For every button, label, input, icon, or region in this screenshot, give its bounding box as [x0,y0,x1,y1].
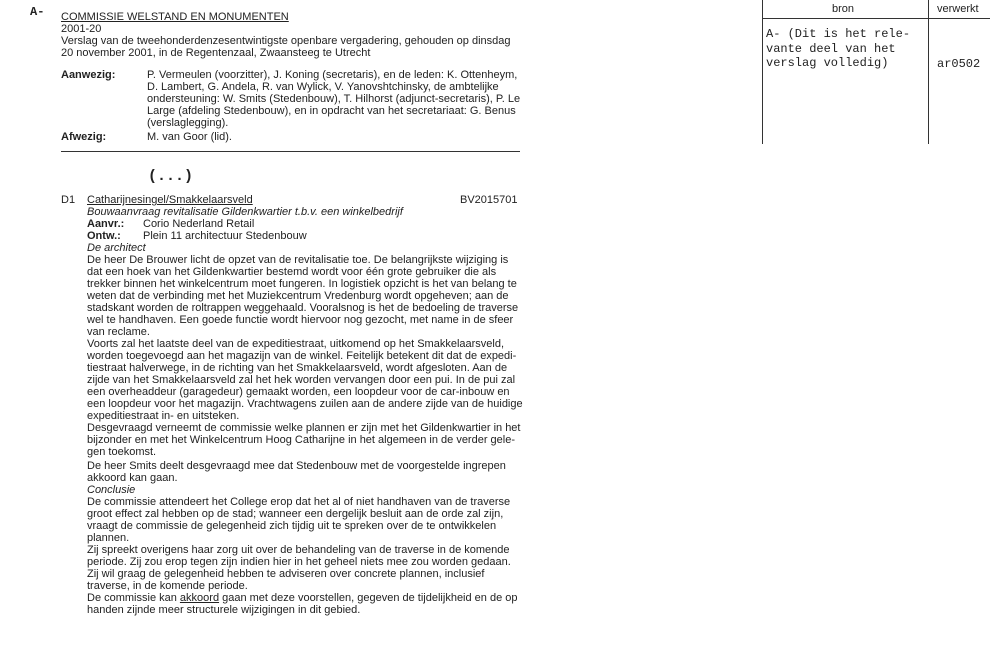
architect-paragraph [87,254,523,458]
side-table-column-divider [928,0,929,144]
present-line: (verslaglegging). [147,117,229,129]
text-line: akkoord kan gaan. [87,472,178,484]
text-line: De heer De Brouwer licht de opzet van de revitalisatie toe. De belangrijkste wijziging is [87,254,509,266]
omission-marker: (...) [148,168,194,185]
source-note [766,27,910,71]
text-line: Zij spreekt overigens haar zorg uit over de behandeling van de traverse in de komende [87,544,510,556]
text-line: plannen. [87,532,130,544]
subtitle-line: 20 november 2001, in de Regentenzaal, Zwaansteeg te Utrecht [61,47,371,59]
designer-label: Ontw.: [87,230,121,242]
processed-code: ar0502 [937,57,981,71]
margin-mark: A- [30,5,45,19]
conclusion-heading: Conclusie [87,484,136,496]
text-line: expeditiestraat in- en uitsteken. [87,410,240,422]
text-line: worden toegevoegd aan het magazijn van de winkel. Feitelijk betekent dit dat de expedi- [87,350,517,362]
final-line2: handen zijnde meer structurele wijzigingen in dit gebied. [87,604,361,616]
source-line: A- (Dit is het rele- [766,27,911,41]
absent-label: Afwezig: [61,131,107,143]
text-line: een loopdeur voor het magazijn. Vrachtwagens zuilen aan de andere zijde van de huidige [87,398,523,410]
applicant-value: Corio Nederland Retail [143,218,255,230]
side-table-header-rule [762,18,990,19]
source-line: vante deel van het [766,41,896,56]
report-subtitle [61,35,511,59]
text-line: wel te handhaven. Een goede functie wordt hiervoor nog gezocht, met name in de sfeer [87,314,514,326]
subtitle-line: Verslag van de tweehonderdenzesentwintigste openbare vergadering, gehouden op dinsdag [61,35,511,47]
col-source-header: bron [832,3,855,15]
text-line: periode. Zij zou erop tegen zijn indien hier in het geheel niets mee zou worden gedaan. [87,556,511,568]
text-line: groot effect zal hebben op de stad; wanneer een dergelijk besluit aan de orde zal zijn, [87,508,504,520]
col-processed-header: verwerkt [937,3,979,15]
item-location: Catharijnesingel/Smakkelaarsveld [87,194,253,206]
text-line: dat een hoek van het Gildenkwartier bestemd wordt voor één grote gebruiker die als [87,266,497,278]
present-line: D. Lambert, G. Andela, R. van Wylick, V. Yanovshtchinsky, de ambtelijke [147,81,499,93]
text-line: traverse, in de komende periode. [87,580,248,592]
architect-heading: De architect [87,242,146,254]
text-line: Desgevraagd verneemt de commissie welke plannen er zijn met het Gildenkwartier in het [87,422,521,434]
present-line: ondersteuning: W. Smits (Stedenbouw), T. Hilhorst (adjunct-secretaris), P. Le [147,93,521,105]
text-line: tiestraat halverwege, in de richting van het Smakkelaarsveld, wordt afgesloten. Aan de [87,362,508,374]
present-line: Large (afdeling Stedenbouw), en in opdracht van het secretariaat: G. Benus [147,105,516,117]
applicant-label: Aanvr.: [87,218,125,230]
designer-value: Plein 11 architectuur Stedenbouw [143,230,307,242]
header-divider [61,151,520,152]
item-description: Bouwaanvraag revitalisatie Gildenkwartier t.b.v. een winkelbedrijf [87,206,403,218]
document-title: COMMISSIE WELSTAND EN MONUMENTEN [61,11,289,23]
text-line: vraagt de commissie de gelegenheid zich tijdig uit te spreken over de te ontwikkelen [87,520,497,532]
conclusion-paragraph [87,496,511,592]
report-number: 2001-20 [61,23,102,35]
text-line: Voorts zal het laatste deel van de expeditiestraat, uitkomend op het Smakkelaarsveld, [87,338,505,350]
text-line: weten dat de verbinding met het Muziekcentrum Vredenburg wordt opgeheven; aan de [87,290,509,302]
absent-value: M. van Goor (lid). [147,131,232,143]
text-line: een overheaddeur (garagedeur) gemaakt worden, een loopdeur voor de car-inbouw en [87,386,510,398]
text-line: De heer Smits deelt desgevraagd mee dat Stedenbouw met de voorgestelde ingrepen [87,460,506,472]
side-table-border-left [762,0,763,144]
text-line: trekker binnen het winkelcentrum moet fungeren. In logistiek opzicht is het van belang te [87,278,517,290]
source-line: verslag volledig) [766,56,889,70]
item-code: D1 [61,194,76,206]
final-pre: De commissie kan [87,592,180,604]
final-statement [87,592,518,616]
text-line: gen toekomst. [87,446,157,458]
present-label: Aanwezig: [61,69,116,81]
final-akkoord: akkoord [179,592,220,604]
present-list [147,69,520,129]
text-line: Zij wil graag de gelegenheid hebben te adviseren over concrete plannen, inclusief [87,568,485,580]
text-line: bijzonder en met het Winkelcentrum Hoog Catharijne in het algemeen in de verder gele- [87,434,516,446]
present-line: P. Vermeulen (voorzitter), J. Koning (secretaris), en de leden: K. Ottenheym, [147,69,518,81]
text-line: van reclame. [87,326,150,338]
text-line: zijde van het Smakkelaarsveld zal het hek worden vervangen door een pui. In de pui zal [87,374,516,386]
final-post: gaan met deze voorstellen, gegeven de tijdelijkheid en de op [219,592,518,604]
smits-paragraph [87,460,506,484]
text-line: De commissie attendeert het College erop dat het al of niet handhaven van de traverse [87,496,511,508]
text-line: stadskant worden de roltrappen weggehaald. Vooralsnog is het de bedoeling de traverse [87,302,519,314]
item-reference: BV2015701 [460,194,518,206]
